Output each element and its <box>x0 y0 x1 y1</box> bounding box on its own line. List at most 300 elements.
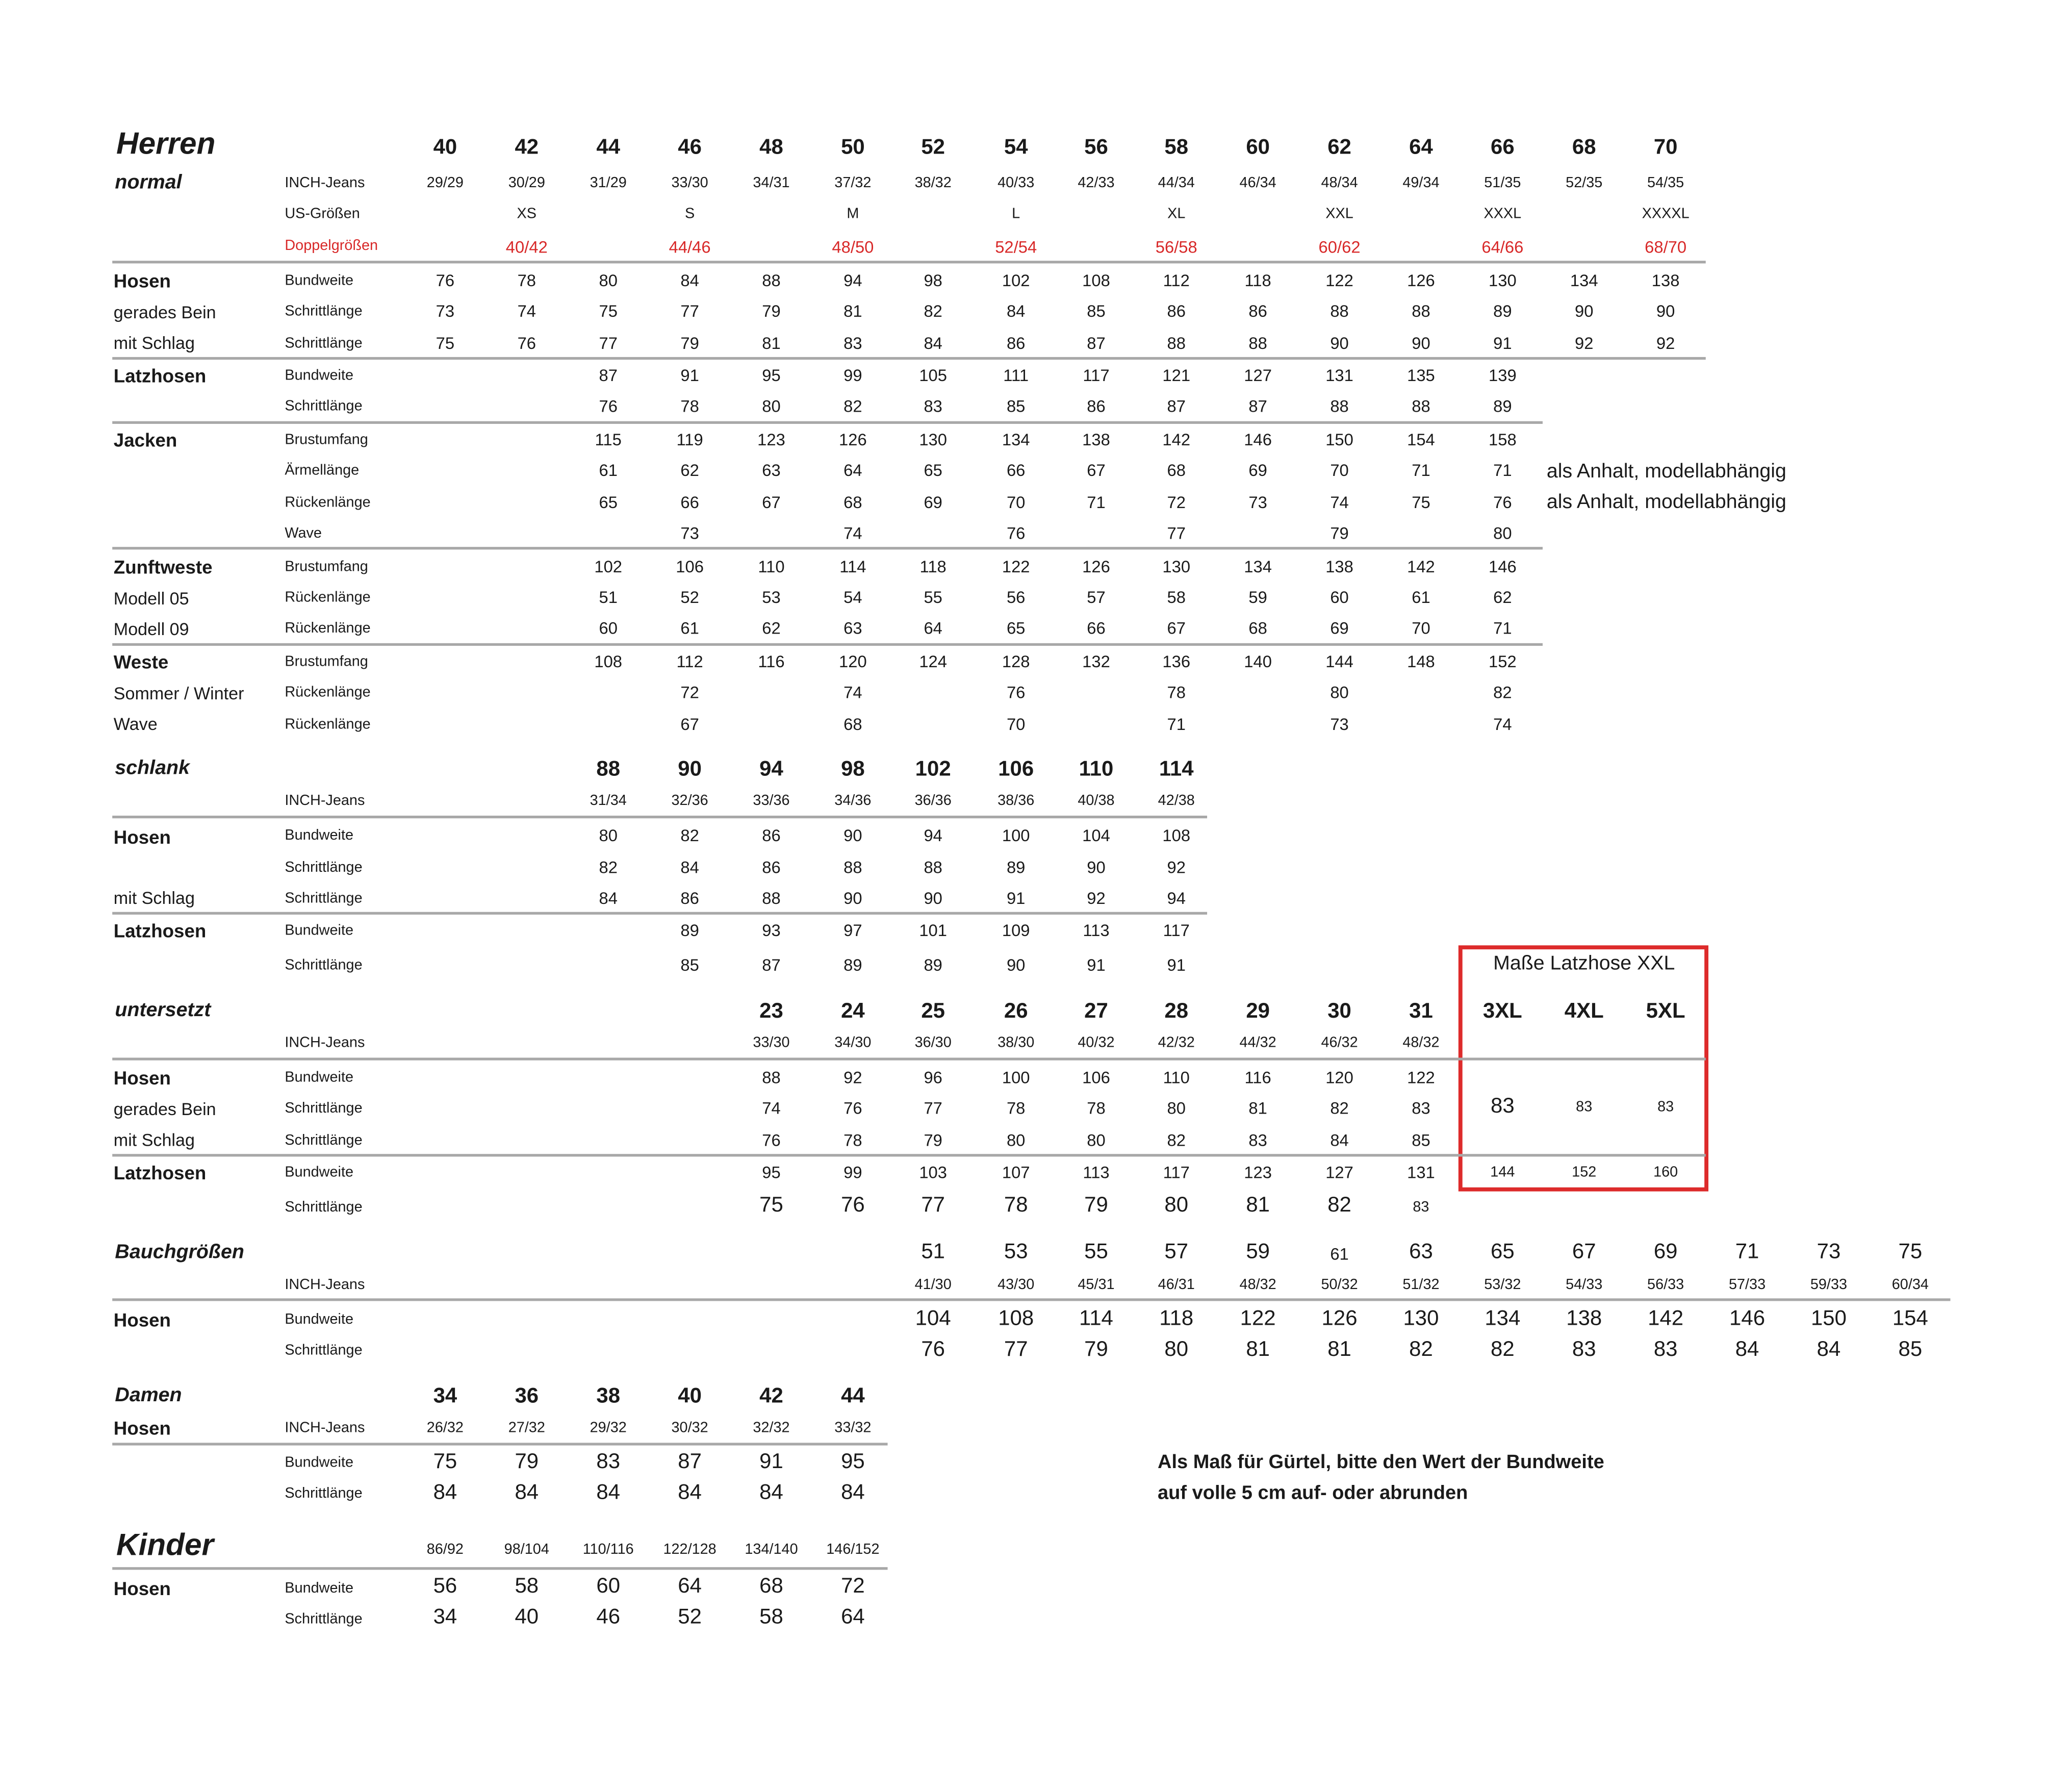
xxl-bund-cell: 144 <box>1490 1165 1515 1181</box>
untersetzt-hosen-bund-cell: 92 <box>843 1068 862 1088</box>
zunftweste-m09-cell: 63 <box>843 619 862 638</box>
guertel-note-line1: Als Maß für Gürtel, bitte den Wert der Bundweite <box>1158 1452 1604 1474</box>
untersetzt-inch-cell: 40/32 <box>1078 1034 1115 1051</box>
schlank-inch-cell: 40/38 <box>1078 793 1115 809</box>
schlank-latz-label: Latzhosen <box>113 920 207 942</box>
kinder-size-cell: 110/116 <box>582 1542 634 1558</box>
normal-heading: normal <box>115 171 182 194</box>
kinder-bund-cell: 64 <box>678 1575 702 1598</box>
kinder-schritt-cell: 40 <box>515 1606 539 1629</box>
bauch-inch-cell: 46/31 <box>1158 1277 1195 1293</box>
weste-brust-label: Brustumfang <box>285 653 368 670</box>
schlank-size-cell: 94 <box>759 758 783 781</box>
schlank-inch-cell: 34/36 <box>834 793 872 809</box>
bauch-hosen-bund-cell: 126 <box>1321 1307 1358 1331</box>
normal-latz-bund-cell: 131 <box>1325 366 1353 385</box>
normal-inch-cell: 49/34 <box>1402 175 1440 191</box>
normal-latz-schritt-cell: 82 <box>843 397 862 416</box>
jacken-brust-cell: 130 <box>919 431 948 449</box>
zunftweste-brust-label: Brustumfang <box>285 559 368 575</box>
untersetzt-hosen-bund-cell: 100 <box>1002 1068 1030 1088</box>
weste-label: Weste <box>113 651 169 673</box>
untersetzt-latz-bund-cell: 117 <box>1163 1163 1190 1182</box>
zunftweste-brust-cell: 146 <box>1489 558 1517 576</box>
jacken-brust-cell: 146 <box>1244 431 1272 449</box>
xxl-bund-cell: 160 <box>1653 1165 1678 1181</box>
untersetzt-size-cell: 23 <box>759 1000 783 1023</box>
bauch-inch-cell: 43/30 <box>997 1277 1035 1293</box>
jacken-wave-cell: 79 <box>1330 524 1349 543</box>
normal-latz-schritt-label: Schrittlänge <box>285 398 363 415</box>
schlank-inch-cell: 36/36 <box>914 793 952 809</box>
normal-inch-cell: 38/32 <box>914 175 952 191</box>
untersetzt-hosen-schritt-label: Schrittlänge <box>285 1100 363 1117</box>
kinder-schritt-cell: 34 <box>433 1606 457 1629</box>
untersetzt-size-cell: 25 <box>921 1000 945 1023</box>
normal-inch-cell: 40/33 <box>997 175 1035 191</box>
jacken-brust-cell: 150 <box>1325 431 1353 449</box>
normal-hosen-schritt-cell: 88 <box>1412 302 1430 321</box>
normal-latz-schritt-cell: 83 <box>924 397 942 416</box>
normal-hosen-bund-cell: 98 <box>924 271 942 290</box>
weste-wave-cell: 73 <box>1330 715 1349 735</box>
untersetzt-latz-bund-cell: 113 <box>1083 1163 1110 1182</box>
schlank-hosen-schlag-cell: 86 <box>680 889 699 908</box>
weste-sommer-label: Rückenlänge <box>285 685 371 701</box>
jacken-brust-cell: 115 <box>595 431 622 449</box>
bauch-size-cell: 65 <box>1491 1241 1515 1264</box>
bauch-size-cell: 57 <box>1164 1241 1189 1264</box>
weste-brust-cell: 120 <box>839 652 867 671</box>
normal-hosen-schlag-cell: 91 <box>1493 334 1512 354</box>
untersetzt-latz-bund-cell: 107 <box>1002 1163 1030 1182</box>
normal-latz-schritt-cell: 80 <box>762 397 781 416</box>
weste-brust-cell: 128 <box>1002 652 1030 671</box>
zunftweste-m09-cell: 62 <box>762 619 781 638</box>
untersetzt-hosen-bund-cell: 110 <box>1163 1068 1190 1088</box>
kinder-size-cell: 134/140 <box>745 1542 798 1558</box>
schlank-hosen-schlag-label: Schrittlänge <box>285 890 363 907</box>
normal-inch-cell: 44/34 <box>1158 175 1195 191</box>
normal-hosen-sub1: gerades Bein <box>113 302 216 322</box>
schlank-hosen-schritt-cell: 90 <box>1087 858 1106 877</box>
normal-latz-bund-cell: 91 <box>680 366 699 385</box>
schlank-hosen-schlag-cell: 88 <box>762 889 781 908</box>
schlank-latz-bund-cell: 101 <box>919 921 948 940</box>
normal-inch-cell: 29/29 <box>426 175 464 191</box>
bauch-hosen-bund-cell: 134 <box>1485 1307 1521 1331</box>
jacken-brust-cell: 142 <box>1162 431 1191 449</box>
normal-hosen-bund-cell: 138 <box>1651 271 1680 290</box>
jacken-ruecken-cell: 74 <box>1330 493 1349 512</box>
zunftweste-m09-cell: 71 <box>1493 619 1512 638</box>
schlank-hosen-schritt-cell: 86 <box>762 858 781 877</box>
schlank-hosen-bund-cell: 90 <box>843 826 862 845</box>
bauch-hosen-schritt-label: Schrittlänge <box>285 1342 363 1359</box>
zunftweste-m05-cell: 60 <box>1330 588 1349 608</box>
damen-bund-label: Bundweite <box>285 1454 354 1471</box>
kinder-bund-cell: 68 <box>759 1575 783 1598</box>
zunftweste-m09-cell: 64 <box>924 619 942 638</box>
weste-brust-cell: 152 <box>1489 652 1517 671</box>
jacken-ruecken-cell: 70 <box>1006 493 1026 512</box>
damen-size-cell: 40 <box>678 1385 702 1408</box>
damen-inch-cell: 27/32 <box>508 1420 545 1436</box>
normal-us-cell: XXL <box>1325 206 1353 222</box>
weste-wave-cell: 67 <box>680 715 699 735</box>
schlank-latz-schritt-label: Schrittlänge <box>285 957 363 974</box>
untersetzt-latz-schritt-cell: 83 <box>1413 1199 1429 1216</box>
normal-hosen-schlag-cell: 83 <box>843 334 862 354</box>
schlank-latz-bund-cell: 109 <box>1002 921 1030 940</box>
untersetzt-latz-label: Latzhosen <box>113 1162 207 1183</box>
zunftweste-m05-cell: 52 <box>680 588 699 608</box>
bauch-inch-cell: 50/32 <box>1321 1277 1358 1293</box>
normal-hosen-bund-cell: 122 <box>1325 271 1353 290</box>
xxl-size-cell: 5XL <box>1646 1000 1685 1023</box>
schlank-latz-bund-cell: 89 <box>680 921 699 940</box>
kinder-bund-cell: 56 <box>433 1575 457 1598</box>
bauch-hosen-bund-cell: 108 <box>998 1307 1034 1331</box>
normal-size-cell: 42 <box>515 136 539 159</box>
jacken-brust-cell: 138 <box>1082 431 1110 449</box>
zunftweste-m05-cell: 58 <box>1167 588 1186 608</box>
normal-hosen-schlag-cell: 81 <box>762 334 781 354</box>
rule-untersetzt-hosen <box>112 1154 1706 1156</box>
weste-wave-cell: 68 <box>843 715 862 735</box>
normal-latz-bund-cell: 111 <box>1003 366 1029 385</box>
damen-schritt-cell: 84 <box>515 1481 539 1504</box>
kinder-size-cell: 146/152 <box>826 1542 880 1558</box>
normal-doppel-cell: 64/66 <box>1481 238 1524 257</box>
normal-size-cell: 66 <box>1491 136 1515 159</box>
untersetzt-latz-bund-cell: 99 <box>843 1163 862 1182</box>
jacken-brust-cell: 123 <box>757 431 785 449</box>
untersetzt-latz-bund-cell: 131 <box>1407 1163 1435 1182</box>
normal-hosen-schritt-cell: 86 <box>1248 302 1267 321</box>
bauch-hosen-schritt-cell: 79 <box>1084 1338 1108 1361</box>
normal-inch-cell: 34/31 <box>753 175 790 191</box>
normal-size-cell: 64 <box>1409 136 1433 159</box>
bauch-inch-cell: 53/32 <box>1484 1277 1521 1293</box>
bauch-hosen-bund-cell: 114 <box>1079 1307 1113 1331</box>
bauch-hosen-bund-cell: 142 <box>1648 1307 1684 1331</box>
normal-size-cell: 56 <box>1084 136 1108 159</box>
zunftweste-sub2: Modell 09 <box>113 619 189 639</box>
schlank-inch-cell: 38/36 <box>997 793 1035 809</box>
jacken-aermel-cell: 71 <box>1412 461 1430 481</box>
zunftweste-brust-cell: 110 <box>758 558 785 576</box>
untersetzt-hosen-schritt-cell: 83 <box>1412 1099 1430 1118</box>
untersetzt-hosen-schritt-cell: 78 <box>1006 1099 1026 1118</box>
bauch-hosen-schritt-cell: 76 <box>921 1338 945 1361</box>
zunftweste-m05-cell: 61 <box>1412 588 1430 608</box>
normal-hosen-bund-cell: 76 <box>436 271 455 290</box>
normal-hosen-schlag-label: Schrittlänge <box>285 335 363 352</box>
jacken-brust-cell: 158 <box>1489 431 1517 449</box>
normal-hosen-bund-cell: 112 <box>1163 271 1190 290</box>
jacken-wave-cell: 77 <box>1167 524 1186 543</box>
normal-hosen-schlag-cell: 88 <box>1167 334 1186 354</box>
untersetzt-hosen-bund-cell: 122 <box>1407 1068 1435 1088</box>
kinder-bund-label: Bundweite <box>285 1580 354 1597</box>
damen-bund-cell: 87 <box>678 1451 702 1474</box>
weste-brust-cell: 144 <box>1325 652 1353 671</box>
rule-normal-latz <box>112 421 1543 424</box>
normal-hosen-schritt-cell: 86 <box>1167 302 1186 321</box>
kinder-bund-cell: 60 <box>596 1575 621 1598</box>
normal-hosen-schlag-cell: 76 <box>517 334 536 354</box>
normal-latz-bund-cell: 127 <box>1244 366 1272 385</box>
bauch-hosen-bund-cell: 130 <box>1403 1307 1439 1331</box>
jacken-brust-cell: 134 <box>1002 431 1030 449</box>
untersetzt-hosen-schlag-cell: 83 <box>1248 1131 1267 1150</box>
kinder-schritt-cell: 64 <box>841 1606 865 1629</box>
jacken-aermel-cell: 67 <box>1087 461 1106 481</box>
untersetzt-inch-cell: 46/32 <box>1321 1034 1358 1051</box>
normal-latz-bund-cell: 139 <box>1489 366 1517 385</box>
xxl-schritt-cell: 83 <box>1657 1099 1674 1116</box>
damen-size-cell: 34 <box>433 1385 457 1408</box>
untersetzt-latz-schritt-cell: 77 <box>921 1194 945 1217</box>
kinder-size-cell: 86/92 <box>426 1542 464 1558</box>
damen-schritt-cell: 84 <box>759 1481 783 1504</box>
bauch-hosen-bund-cell: 138 <box>1566 1307 1602 1331</box>
damen-bund-cell: 75 <box>433 1451 457 1474</box>
zunftweste-m09-cell: 67 <box>1167 619 1186 638</box>
normal-hosen-schritt-cell: 84 <box>1006 302 1026 321</box>
normal-latz-schritt-cell: 87 <box>1167 397 1186 416</box>
normal-size-cell: 48 <box>759 136 783 159</box>
zunftweste-brust-cell: 142 <box>1407 558 1435 576</box>
bauch-size-cell: 53 <box>1004 1241 1028 1264</box>
zunftweste-m05-cell: 54 <box>843 588 862 608</box>
schlank-latz-schritt-cell: 85 <box>680 956 699 975</box>
jacken-brust-cell: 154 <box>1407 431 1435 449</box>
normal-us-cell: XL <box>1167 206 1186 222</box>
weste-sub1: Sommer / Winter <box>113 683 244 703</box>
zunftweste-m05-cell: 59 <box>1248 588 1267 608</box>
damen-size-cell: 44 <box>841 1385 865 1408</box>
weste-wave-cell: 70 <box>1006 715 1026 735</box>
normal-doppel-cell: 60/62 <box>1318 238 1361 257</box>
schlank-latz-schritt-cell: 89 <box>924 956 942 975</box>
bauch-size-cell: 71 <box>1735 1241 1759 1264</box>
normal-hosen-schlag-cell: 88 <box>1248 334 1267 354</box>
normal-hosen-schritt-label: Schrittlänge <box>285 304 363 320</box>
schlank-size-cell: 110 <box>1079 758 1114 781</box>
jacken-wave-label: Wave <box>285 525 322 542</box>
bauch-hosen-bund-cell: 150 <box>1810 1307 1847 1331</box>
zunftweste-m09-label: Rückenlänge <box>285 620 371 637</box>
normal-hosen-sub2: mit Schlag <box>113 333 195 354</box>
weste-brust-cell: 116 <box>758 652 785 671</box>
bauch-hosen-schritt-cell: 84 <box>1817 1338 1841 1361</box>
normal-hosen-schlag-cell: 90 <box>1330 334 1349 354</box>
damen-size-cell: 36 <box>515 1385 539 1408</box>
normal-inch-cell: 46/34 <box>1239 175 1276 191</box>
zunftweste-m05-cell: 57 <box>1087 588 1106 608</box>
zunftweste-m09-cell: 66 <box>1087 619 1106 638</box>
normal-latz-schritt-cell: 78 <box>680 397 699 416</box>
rule-zunftweste <box>112 643 1543 646</box>
schlank-hosen-schlag-cell: 91 <box>1006 889 1026 908</box>
zunftweste-m05-cell: 62 <box>1493 588 1512 608</box>
untersetzt-hosen-schlag-cell: 80 <box>1006 1131 1026 1150</box>
normal-hosen-bund-cell: 88 <box>762 271 781 290</box>
untersetzt-latz-schritt-cell: 80 <box>1164 1194 1189 1217</box>
normal-size-cell: 50 <box>841 136 865 159</box>
zunftweste-brust-cell: 134 <box>1244 558 1272 576</box>
bauch-hosen-schritt-cell: 82 <box>1409 1338 1433 1361</box>
rule-untersetzt-head <box>112 1057 1706 1060</box>
damen-bund-cell: 83 <box>596 1451 621 1474</box>
damen-inch-label: INCH-Jeans <box>285 1420 365 1436</box>
weste-wave-cell: 74 <box>1493 715 1512 735</box>
schlank-hosen-bund-cell: 86 <box>762 826 781 845</box>
damen-bund-cell: 91 <box>759 1451 783 1474</box>
zunftweste-brust-cell: 118 <box>919 558 947 576</box>
jacken-aermel-cell: 68 <box>1167 461 1186 481</box>
kinder-schritt-cell: 58 <box>759 1606 783 1629</box>
untersetzt-hosen-bund-cell: 116 <box>1244 1068 1271 1088</box>
untersetzt-hosen-sub1: gerades Bein <box>113 1099 216 1120</box>
normal-latz-schritt-cell: 85 <box>1006 397 1026 416</box>
jacken-aermel-cell: 61 <box>599 461 618 481</box>
jacken-note-1: als Anhalt, modellabhängig <box>1546 460 1786 483</box>
normal-doppel-label: Doppelgrößen <box>285 238 378 255</box>
schlank-size-cell: 90 <box>678 758 702 781</box>
untersetzt-size-cell: 27 <box>1084 1000 1108 1023</box>
schlank-size-cell: 102 <box>915 758 951 781</box>
schlank-inch-cell: 42/38 <box>1158 793 1195 809</box>
untersetzt-inch-cell: 48/32 <box>1402 1034 1440 1051</box>
damen-schritt-cell: 84 <box>841 1481 865 1504</box>
bauch-inch-cell: 41/30 <box>914 1277 952 1293</box>
untersetzt-hosen-schritt-cell: 76 <box>843 1099 862 1118</box>
weste-sommer-cell: 74 <box>843 683 862 702</box>
normal-hosen-bund-cell: 94 <box>843 271 862 290</box>
schlank-hosen-schritt-cell: 92 <box>1167 858 1186 877</box>
bauch-hosen-schritt-cell: 83 <box>1572 1338 1596 1361</box>
bauch-hosen-schritt-cell: 80 <box>1164 1338 1189 1361</box>
schlank-latz-schritt-cell: 91 <box>1167 956 1186 975</box>
schlank-hosen-sub2: mit Schlag <box>113 888 195 908</box>
schlank-hosen-schritt-cell: 89 <box>1006 858 1026 877</box>
untersetzt-latz-schritt-cell: 75 <box>759 1194 783 1217</box>
kinder-size-cell: 122/128 <box>663 1542 717 1558</box>
guertel-note-line2: auf volle 5 cm auf- oder abrunden <box>1158 1483 1468 1504</box>
normal-latz-bund-cell: 121 <box>1162 366 1191 385</box>
damen-schritt-cell: 84 <box>678 1481 702 1504</box>
normal-latz-schritt-cell: 87 <box>1248 397 1267 416</box>
zunftweste-brust-cell: 138 <box>1325 558 1353 576</box>
normal-latz-schritt-cell: 89 <box>1493 397 1512 416</box>
untersetzt-latz-schritt-cell: 82 <box>1327 1194 1351 1217</box>
bauch-inch-cell: 45/31 <box>1078 1277 1115 1293</box>
normal-size-cell: 46 <box>678 136 702 159</box>
normal-hosen-schlag-cell: 84 <box>924 334 942 354</box>
rule-bauch-head <box>112 1298 1950 1301</box>
untersetzt-hosen-schlag-cell: 84 <box>1330 1131 1349 1150</box>
schlank-inch-cell: 33/36 <box>753 793 790 809</box>
schlank-hosen-bund-cell: 80 <box>599 826 618 845</box>
untersetzt-hosen-bund-cell: 88 <box>762 1068 781 1088</box>
damen-inch-cell: 32/32 <box>753 1420 790 1436</box>
weste-brust-cell: 136 <box>1162 652 1191 671</box>
bauch-inch-cell: 54/33 <box>1566 1277 1603 1293</box>
untersetzt-hosen-schlag-cell: 79 <box>924 1131 942 1150</box>
schlank-hosen-schlag-cell: 92 <box>1087 889 1106 908</box>
bauch-size-cell: 73 <box>1817 1241 1841 1264</box>
normal-us-cell: XXXL <box>1483 206 1522 222</box>
untersetzt-hosen-schritt-cell: 81 <box>1248 1099 1267 1118</box>
schlank-size-cell: 88 <box>596 758 621 781</box>
bauch-hosen-schritt-cell: 82 <box>1491 1338 1515 1361</box>
schlank-inch-label: INCH-Jeans <box>285 793 365 809</box>
normal-hosen-schritt-cell: 90 <box>1656 302 1675 321</box>
kinder-schritt-cell: 46 <box>596 1606 621 1629</box>
xxl-bund-cell: 152 <box>1572 1165 1597 1181</box>
damen-inch-cell: 26/32 <box>426 1420 464 1436</box>
jacken-aermel-cell: 63 <box>762 461 781 481</box>
weste-brust-cell: 132 <box>1082 652 1110 671</box>
untersetzt-latz-bund-cell: 95 <box>762 1163 781 1182</box>
schlank-hosen-schlag-cell: 84 <box>599 889 618 908</box>
untersetzt-latz-schritt-cell: 79 <box>1084 1194 1108 1217</box>
normal-hosen-bund-cell: 118 <box>1244 271 1271 290</box>
normal-hosen-schlag-cell: 75 <box>436 334 455 354</box>
normal-doppel-cell: 40/42 <box>505 238 548 257</box>
normal-latz-bund-cell: 95 <box>762 366 781 385</box>
schlank-hosen-schritt-cell: 84 <box>680 858 699 877</box>
schlank-hosen-bund-cell: 94 <box>924 826 942 845</box>
schlank-hosen-schlag-cell: 94 <box>1167 889 1186 908</box>
schlank-latz-schritt-cell: 87 <box>762 956 781 975</box>
jacken-aermel-cell: 70 <box>1330 461 1349 481</box>
weste-sommer-cell: 72 <box>680 683 699 702</box>
normal-inch-cell: 52/35 <box>1566 175 1603 191</box>
zunftweste-brust-cell: 130 <box>1162 558 1191 576</box>
normal-inch-cell: 54/35 <box>1647 175 1684 191</box>
normal-inch-cell: 48/34 <box>1321 175 1358 191</box>
jacken-ruecken-cell: 66 <box>680 493 699 512</box>
untersetzt-latz-schritt-label: Schrittlänge <box>285 1199 363 1216</box>
normal-latz-bund-cell: 135 <box>1407 366 1435 385</box>
normal-us-cell: XXXXL <box>1642 206 1690 222</box>
normal-hosen-bund-cell: 108 <box>1082 271 1110 290</box>
damen-hosen-label: Hosen <box>113 1417 171 1439</box>
normal-size-cell: 60 <box>1246 136 1270 159</box>
rule-normal-hosen <box>112 357 1706 360</box>
normal-hosen-schritt-cell: 73 <box>436 302 455 321</box>
schlank-inch-cell: 31/34 <box>590 793 627 809</box>
untersetzt-inch-cell: 36/30 <box>914 1034 952 1051</box>
normal-hosen-bund-cell: 102 <box>1002 271 1030 290</box>
normal-latz-bund-label: Bundweite <box>285 367 354 384</box>
damen-schritt-label: Schrittlänge <box>285 1485 363 1502</box>
jacken-ruecken-cell: 71 <box>1087 493 1106 512</box>
zunftweste-m09-cell: 61 <box>680 619 699 638</box>
damen-inch-cell: 33/32 <box>834 1420 872 1436</box>
bauch-hosen-label: Hosen <box>113 1309 171 1331</box>
normal-hosen-bund-cell: 78 <box>517 271 536 290</box>
zunftweste-brust-cell: 102 <box>594 558 623 576</box>
zunftweste-label: Zunftweste <box>113 556 213 578</box>
jacken-ruecken-cell: 67 <box>762 493 781 512</box>
damen-bund-cell: 95 <box>841 1451 865 1474</box>
normal-doppel-cell: 52/54 <box>995 238 1037 257</box>
